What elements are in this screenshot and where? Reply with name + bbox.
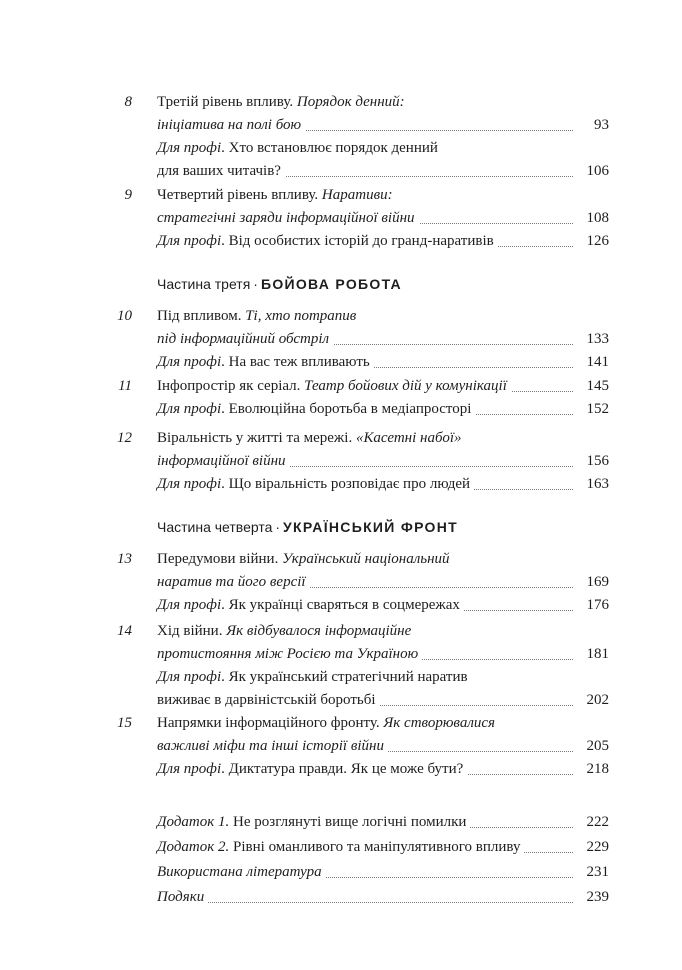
entry-text <box>157 551 454 567</box>
roman-text: для ваших читачів? <box>157 163 281 179</box>
page-number: 108 <box>573 207 609 229</box>
italic-text: Для профі <box>157 597 222 613</box>
entry-text <box>157 233 498 249</box>
page-number: 169 <box>573 571 609 593</box>
italic-text: Для профі <box>157 476 222 492</box>
roman-text: . Від особистих історій до гранд-наративів <box>221 233 494 249</box>
page-number: 181 <box>573 643 609 665</box>
page-number: 145 <box>573 375 609 397</box>
chapter-number: 13 <box>117 551 132 567</box>
italic-text: Для профі <box>157 233 222 249</box>
toc-entry <box>157 328 609 350</box>
italic-text: Порядок денний: <box>296 94 405 110</box>
entry-text <box>157 738 388 754</box>
italic-text: ініціатива на полі бою <box>157 117 302 133</box>
page-number: 229 <box>573 836 609 858</box>
toc-entry <box>157 137 609 159</box>
entry-text <box>157 646 422 662</box>
roman-text: Напрямки інформаційного фронту. <box>157 715 384 731</box>
italic-text: Український національний <box>282 551 450 567</box>
chapter-number: 10 <box>117 308 132 324</box>
toc-entry <box>157 571 609 593</box>
roman-text: Четвертий рівень впливу. <box>157 187 322 203</box>
appendix-entry <box>157 861 609 883</box>
separator-dot: · <box>275 519 281 535</box>
page-number: 141 <box>573 351 609 373</box>
roman-text: Передумови війни. <box>157 551 283 567</box>
roman-text: Віральність у житті та мережі. <box>157 430 356 446</box>
part-title: УКРАЇНСЬКИЙ ФРОНТ <box>283 519 458 535</box>
entry-text <box>157 597 464 613</box>
toc-entry <box>157 305 609 327</box>
page-number: 163 <box>573 473 609 495</box>
part-heading <box>157 516 458 538</box>
roman-text: . Еволюційна боротьба в медіапросторі <box>221 401 472 417</box>
page-number: 218 <box>573 758 609 780</box>
appendix-entry <box>157 811 609 833</box>
part-label: Частина четверта <box>157 519 273 535</box>
part-title: БОЙОВА РОБОТА <box>260 276 402 292</box>
entry-text <box>157 623 415 639</box>
entry-text <box>157 430 465 446</box>
appendix-entry <box>157 836 609 858</box>
entry-text <box>157 715 499 731</box>
page-number: 239 <box>573 886 609 908</box>
entry-text <box>157 692 380 708</box>
roman-text: Рівні оманливого та маніпулятивного впливу <box>229 839 521 855</box>
italic-text: Театр бойових дій у комунікації <box>304 378 507 394</box>
page-number: 93 <box>573 114 609 136</box>
entry-text <box>157 669 472 685</box>
toc-entry <box>157 473 609 495</box>
page-number: 156 <box>573 450 609 472</box>
italic-text: Для профі <box>157 140 222 156</box>
roman-text: Інфопростір як серіал. <box>157 378 305 394</box>
chapter-number: 11 <box>118 378 132 394</box>
entry-text <box>157 839 524 855</box>
toc-entry <box>157 398 609 420</box>
page-number: 222 <box>573 811 609 833</box>
toc-entry <box>157 375 609 397</box>
italic-text: Як відбувалося інформаційне <box>226 623 412 639</box>
italic-text: Подяки <box>157 889 205 905</box>
toc-entry <box>157 594 609 616</box>
roman-text: . Як українці сваряться в соцмережах <box>221 597 460 613</box>
page-number: 106 <box>573 160 609 182</box>
toc-entry <box>157 450 609 472</box>
italic-text: Ті, хто потрапив <box>245 308 357 324</box>
toc-entry <box>157 735 609 757</box>
italic-text: стратегічні заряди інформаційної війни <box>157 210 415 226</box>
italic-text: Додаток 2. <box>157 839 230 855</box>
page-number: 231 <box>573 861 609 883</box>
page-number: 133 <box>573 328 609 350</box>
entry-text <box>157 476 474 492</box>
chapter-number: 14 <box>117 623 132 639</box>
chapter-number: 9 <box>124 187 132 203</box>
toc-entry <box>157 666 609 688</box>
italic-text: Для профі <box>157 669 222 685</box>
toc-entry <box>157 548 609 570</box>
entry-text <box>157 378 511 394</box>
part-heading <box>157 273 402 295</box>
entry-text <box>157 574 310 590</box>
part-label: Частина третя <box>157 276 251 292</box>
italic-text: Як створювалися <box>383 715 495 731</box>
toc-entry <box>157 620 609 642</box>
entry-text <box>157 210 419 226</box>
roman-text: виживає в дарвіністській боротьбі <box>157 692 376 708</box>
entry-text <box>157 308 360 324</box>
entry-text <box>157 117 305 133</box>
chapter-number: 12 <box>117 430 132 446</box>
roman-text: Не розглянуті вище логічні помилки <box>229 814 467 830</box>
page-number: 126 <box>573 230 609 252</box>
toc-entry <box>157 114 609 136</box>
toc-entry <box>157 91 609 113</box>
page-number: 176 <box>573 594 609 616</box>
roman-text: Хід війни. <box>157 623 227 639</box>
italic-text: Використана література <box>157 864 322 880</box>
toc-entry <box>157 160 609 182</box>
entry-text <box>157 401 475 417</box>
appendix-entry <box>157 886 609 908</box>
toc-entry <box>157 712 609 734</box>
roman-text: . На вас теж впливають <box>221 354 370 370</box>
entry-text <box>157 814 470 830</box>
toc-entry <box>157 184 609 206</box>
toc-entry <box>157 427 609 449</box>
toc-entry <box>157 230 609 252</box>
italic-text: протистояння між Росією та Україною <box>157 646 419 662</box>
toc-entry <box>157 351 609 373</box>
entry-text <box>157 163 285 179</box>
entry-text <box>157 889 208 905</box>
roman-text: . Що віральність розповідає про людей <box>221 476 471 492</box>
entry-text <box>157 140 442 156</box>
roman-text: Третій рівень впливу. <box>157 94 297 110</box>
roman-text: . Хто встановлює порядок денний <box>221 140 438 156</box>
entry-text <box>157 354 374 370</box>
roman-text: Під впливом. <box>157 308 246 324</box>
italic-text: Для профі <box>157 354 222 370</box>
entry-text <box>157 761 467 777</box>
chapter-number: 15 <box>117 715 132 731</box>
toc-entry <box>157 207 609 229</box>
toc-entry <box>157 689 609 711</box>
dot-leader <box>157 902 573 903</box>
separator-dot: · <box>253 276 258 292</box>
entry-text <box>157 864 326 880</box>
italic-text: важливі міфи та інші історії війни <box>157 738 384 754</box>
toc-entry <box>157 643 609 665</box>
italic-text: під інформаційний обстріл <box>157 331 330 347</box>
page-number: 202 <box>573 689 609 711</box>
entry-text <box>157 94 409 110</box>
italic-text: Додаток 1. <box>157 814 230 830</box>
page-number: 152 <box>573 398 609 420</box>
roman-text: . Диктатура правди. Як це може бути? <box>221 761 464 777</box>
page-number: 205 <box>573 735 609 757</box>
italic-text: Наративи: <box>321 187 393 203</box>
italic-text: Для профі <box>157 761 222 777</box>
entry-text <box>157 331 333 347</box>
italic-text: Для профі <box>157 401 222 417</box>
entry-text <box>157 187 397 203</box>
entry-text <box>157 453 290 469</box>
toc-entry <box>157 758 609 780</box>
italic-text: інформаційної війни <box>157 453 286 469</box>
italic-text: «Касетні набої» <box>355 430 462 446</box>
chapter-number: 8 <box>124 94 132 110</box>
italic-text: наратив та його версії <box>157 574 306 590</box>
roman-text: . Як український стратегічний наратив <box>221 669 468 685</box>
